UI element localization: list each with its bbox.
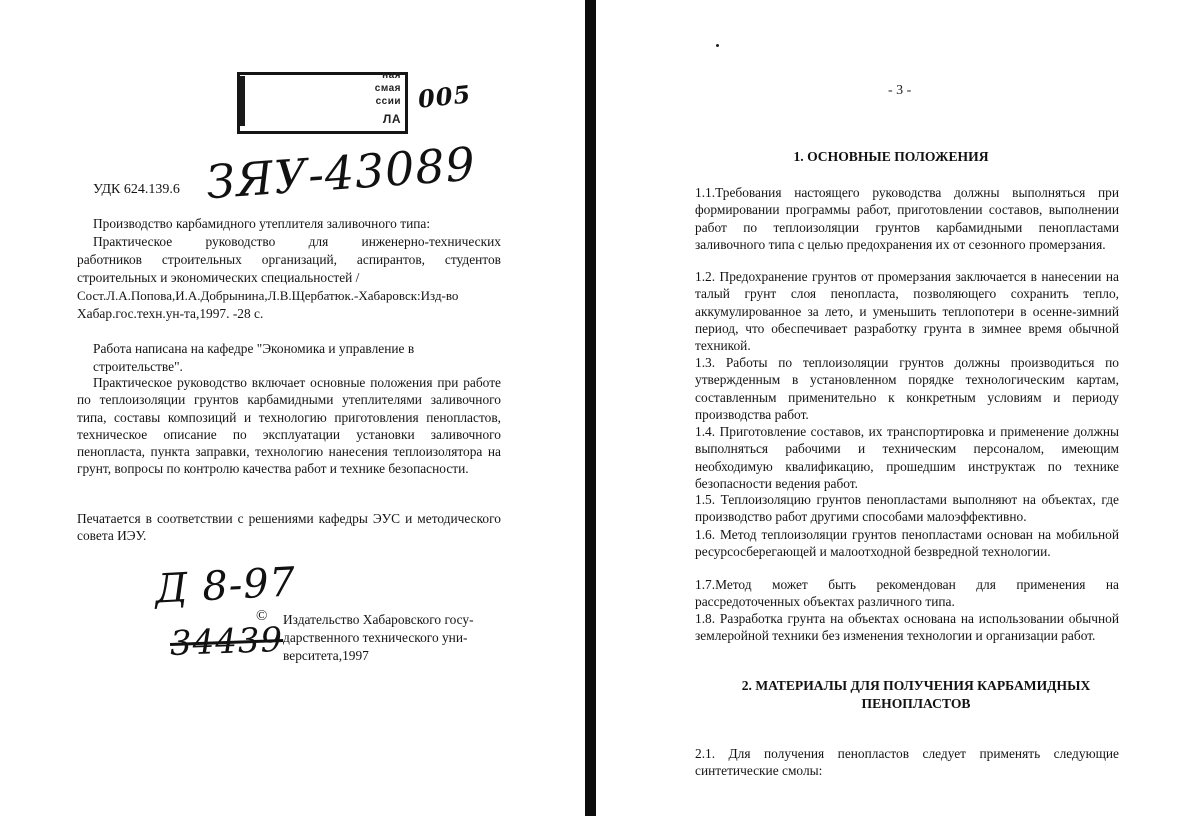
stamp-line: ссии <box>375 96 401 107</box>
stamp-line: ная <box>382 70 401 81</box>
stamp-line: ЛА <box>382 112 401 126</box>
paragraph-1-1: 1.1.Требования настоящего руководства должны выполняться при формировании программы работ, приготовлении составов, выполнении работ по теплоизоляции грунтов карбамидными пенопластами заливочного типа с целью предохранения их от сезонного промерзания. <box>695 185 1119 252</box>
publisher-line: Издательство Хабаровского госу- <box>283 612 474 627</box>
publisher-line: верситета,1997 <box>283 648 369 663</box>
print-note: Печатается в соответствии с решениями кафедры ЭУС и методического совета ИЭУ. <box>77 511 501 544</box>
paragraph-2-1: 2.1. Для получения пенопластов следует применять следующие синтетические смолы: <box>695 746 1119 779</box>
handwritten-registration-code: ЗЯУ-43089 <box>204 136 478 210</box>
page-number: - 3 - <box>888 83 912 98</box>
handwritten-mark: Д 8-97 <box>153 559 298 613</box>
paragraph-1-2: 1.2. Предохранение грунтов от промерзания заключается в нанесении на талый грунт слоя пенопласта, позволяющего сохранить тепло, аккумулированное за лето, и уменьшить теплопотери в осенне-зимний период, что обеспечивает разработку грунта в зимнее время обычной техникой. <box>695 269 1119 354</box>
abstract-line: работников строительных организаций, аспирантов, студентов <box>77 252 501 267</box>
paragraph-1-5: 1.5. Теплоизоляцию грунтов пенопластами выполняют на объектах, где производство работ другими способами малоэффективно. <box>695 492 1119 525</box>
section-2-title-line: 2. МАТЕРИАЛЫ ДЛЯ ПОЛУЧЕНИЯ КАРБАМИДНЫХ <box>741 678 1091 693</box>
paragraph-1-3: 1.3. Работы по теплоизоляции грунтов должны производиться по утвержденным в установленном порядке технологическим картам, составленным применительно к конкретным условиям и периоду производства работ. <box>695 355 1119 422</box>
handwritten-inventory-number: 34439 <box>169 620 284 664</box>
handwritten-stamp-number: 005 <box>416 79 473 114</box>
paragraph-1-4: 1.4. Приготовление составов, их транспортировка и применение должны выполняться рабочими и техническим персоналом, имеющим необходимую квалификацию, прошедшим инструктаж по технике безопасности ведения работ. <box>695 424 1119 491</box>
section-1-title: 1. ОСНОВНЫЕ ПОЛОЖЕНИЯ <box>793 149 989 164</box>
publisher-line: дарственного технического уни- <box>283 630 468 645</box>
abstract-title: Производство карбамидного утеплителя заливочного типа: <box>93 216 431 231</box>
scan-speck <box>716 44 719 47</box>
right-page <box>596 0 1200 816</box>
abstract-line: Практическое руководство для инженерно-технических <box>93 234 501 249</box>
paragraph-1-8: 1.8. Разработка грунта на объектах основана на использовании обычной землеройной техники без изменения технологии и организации работ. <box>695 611 1119 644</box>
copyright-symbol: © <box>256 608 268 624</box>
department-line: Работа написана на кафедре "Экономика и управление в <box>93 341 415 356</box>
left-page <box>0 0 588 816</box>
abstract-line: Сост.Л.А.Попова,И.А.Добрынина,Л.В.Щербатюк.-Хабаровск:Изд-во <box>77 288 459 303</box>
udk-code: УДК 624.139.6 <box>93 182 180 197</box>
library-stamp <box>237 66 407 128</box>
abstract-line: строительных и экономических специальностей / <box>77 270 360 285</box>
department-line: строительстве". <box>93 359 183 374</box>
paragraph-1-7: 1.7.Метод может быть рекомендован для применения на рассредоточенных объектах различного типа. <box>695 577 1119 610</box>
paragraph-1-6: 1.6. Метод теплоизоляции грунтов пенопластами основан на мобильной ресурсосберегающей и малоотходной безвредной технологии. <box>695 527 1119 560</box>
section-2-title-line: ПЕНОПЛАСТОВ <box>861 696 971 711</box>
abstract-line: Хабар.гос.техн.ун-та,1997. -28 с. <box>77 306 264 321</box>
stamp-line: смая <box>374 83 401 94</box>
description-paragraph: Практическое руководство включает основные положения при работе по теплоизоляции грунтов карбамидными утеплителями заливочного типа, составы композиций и технологию приготовления пенопластов, техническое описание по эксплуатации установки заливочного пенопласта, пункта заправки, технологию нанесения теплоизолятора на грунт, вопросы по контролю качества работ и технике безопасности. <box>77 375 501 477</box>
